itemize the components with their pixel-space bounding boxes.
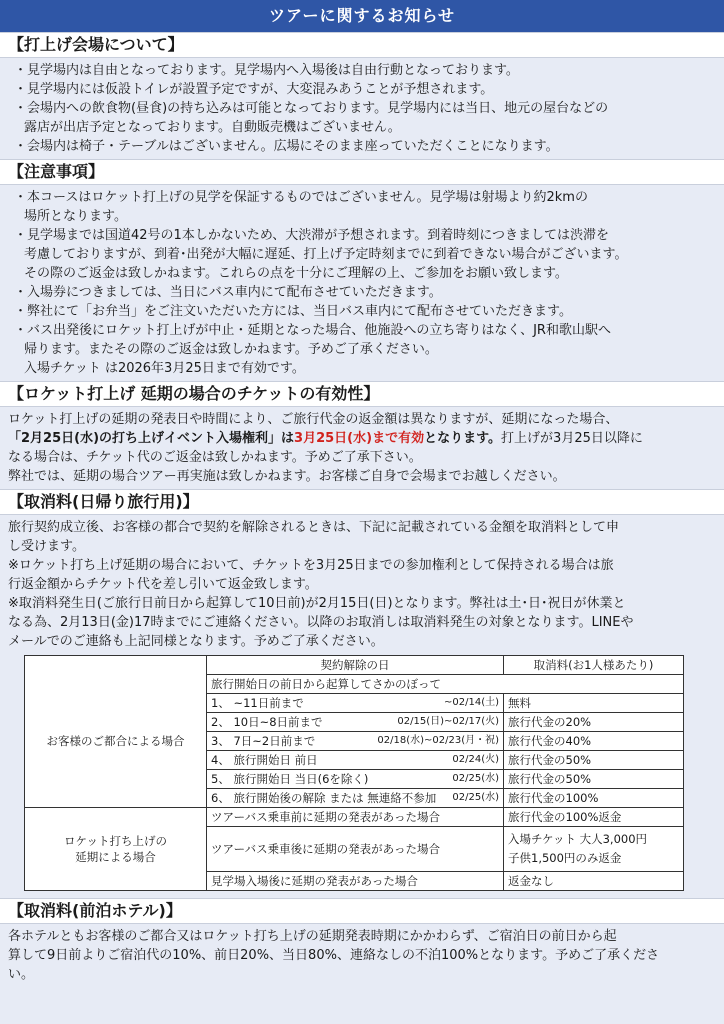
notes-line: 場所となります。 [24,209,127,224]
table-header-blank [25,656,207,675]
delay-fee [504,827,684,872]
venue-section [0,58,724,159]
table-cell-date [207,732,504,751]
notes-line: ・バス出発後にロケット打上げが中止・延期となった場合、他施設への立ち寄りはなく、JR和歌山駅へ [14,323,611,338]
cancellation-fee-table [24,655,684,891]
row-fee: 旅行代金の50% [504,770,684,789]
row-label: 5、 旅行開始日 当日(6を除く) [211,772,369,786]
row-label: 4、 旅行開始日 前日 [211,753,318,767]
ticket-bold: 「2月25日(水)の打ち上げイベント入場権利」 [8,431,282,446]
section-heading-venue: 【打上げ会場について】 [0,32,724,58]
row-date: ~02/14(土) [444,697,499,708]
ticket-line: なる場合は、チケット代のご返金は致しかねます。予めご了承下さい。 [8,450,422,465]
row-date: 02/24(火) [452,754,499,765]
notes-line: 入場チケット は2026年3月25日まで有効です。 [24,361,305,376]
category-line: 延期による場合 [75,850,156,864]
cancel-line: ※取消料発生日(ご旅行日前日から起算して10日前)が2月15日(日)となります。弊社は土･日･祝日が休業と [8,596,626,611]
hotel-line: 算して9日前よりご宿泊代の10%、前日20%、当日80%、連絡なしの不泊100%となります。予めご了承くださ [8,948,660,963]
section-heading-notes: 【注意事項】 [0,159,724,185]
venue-bullet-cont: 露店が出店予定となっております。自動販売機はございません。 [24,120,401,135]
hotel-section [0,924,724,987]
table-cell-date [207,770,504,789]
notes-line: 帰ります。またその際のご返金は致しかねます。予めご了承ください。 [24,342,438,357]
row-fee: 旅行代金の40% [504,732,684,751]
table-header-row [25,656,684,675]
table-row [25,675,684,694]
notes-line: ・弊社にて「お弁当」をご注文いただいた方には、当日バス車内にて配布させていただきます。 [14,304,572,319]
venue-bullet: ・会場内への飲食物(昼食)の持ち込みは可能となっております。見学場内には当日、地元の屋台などの [14,101,609,116]
section-heading-cancel-day: 【取消料(日帰り旅行用)】 [0,489,724,515]
cancel-line: 行返金額からチケット代を差し引いて返金致します。 [8,577,318,592]
ticket-bold: は [281,431,295,446]
row-fee: 旅行代金の50% [504,751,684,770]
hotel-line: 各ホテルともお客様のご都合又はロケット打ち上げの延期発表時期にかかわらず、ご宿泊日の前日から起 [8,929,617,944]
page-title: ツアーに関するお知らせ [0,0,724,32]
row-label: 3、 7日~2日前まで [211,734,316,748]
table-header-date: 契約解除の日 [207,656,504,675]
table-category-delay [25,808,207,891]
cancel-line: し受けます。 [8,539,85,554]
table-cell-date [207,694,504,713]
delay-fee: 旅行代金の100%返金 [504,808,684,827]
ticket-line-highlight [8,429,716,448]
ticket-line: ロケット打上げの延期の発表日や時間により、ご旅行代金の返金額は異なりますが、延期になった場合、 [8,412,619,427]
notes-section [0,185,724,381]
table-cell-date [207,789,504,808]
ticket-section [0,407,724,489]
hotel-line: い。 [8,967,35,982]
venue-bullet: ・会場内は椅子・テーブルはございません。広場にそのまま座っていただくことになります。 [14,139,559,154]
row-label: 2、 10日~8日前まで [211,715,323,729]
row-label: 6、 旅行開始後の解除 または 無連絡不参加 [211,791,437,805]
ticket-rest: 打上げが3月25日以降に [501,431,643,446]
cancel-line: メールでのご連絡も上記同様となります。予めご了承ください。 [8,634,384,649]
delay-fee-line: 子供1,500円のみ返金 [508,851,622,865]
cancel-line: なる為、2月13日(金)17時までにご連絡ください。以降のお取消しは取消料発生の対象となります。LINEや [8,615,634,630]
cancel-day-section [0,515,724,898]
table-header-fee: 取消料(お1人様あたり) [504,656,684,675]
delay-label: 見学場入場後に延期の発表があった場合 [207,872,504,891]
table-cell-date [207,751,504,770]
table-row [25,808,684,827]
notes-line: ・見学場までは国道42号の1本しかないため、大渋滞が予想されます。到着時刻につきましては渋滞を [14,228,609,243]
table-category-own: お客様のご都合による場合 [25,675,207,808]
section-heading-hotel: 【取消料(前泊ホテル)】 [0,898,724,924]
cancel-line: ※ロケット打ち上げ延期の場合において、チケットを3月25日までの参加権利として保持される場合は旅 [8,558,614,573]
ticket-bold: となります。 [424,431,502,446]
notes-line: ・入場券につきましては、当日にバス車内にて配布させていただきます。 [14,285,442,300]
notes-line: ・本コースはロケット打上げの見学を保証するものではございません。見学場は射場より約2kmの [14,190,588,205]
venue-bullet: ・見学場内には仮設トイレが設置予定ですが、大変混みあうことが予想されます。 [14,82,494,97]
notes-line: その際のご返金は致しかねます。これらの点を十分にご理解の上、ご参加をお願い致します。 [24,266,568,281]
category-line: ロケット打ち上げの [64,834,167,848]
row-date: 02/15(日)~02/17(火) [397,716,499,727]
cancel-line: 旅行契約成立後、お客様の都合で契約を解除されるときは、下記に記載されている金額を取消料として申 [8,520,620,535]
venue-bullet: ・見学場内は自由となっております。見学場内へ入場後は自由行動となっております。 [14,63,519,78]
row-fee: 旅行代金の20% [504,713,684,732]
row-fee: 無料 [504,694,684,713]
ticket-red: 3月25日(水)まで有効 [294,431,425,446]
notes-line: 考慮しておりますが、到着･出発が大幅に遅延、打上げ予定時刻までに到着できない場合がございます。 [24,247,628,262]
table-intro: 旅行開始日の前日から起算してさかのぼって [207,675,684,694]
ticket-line: 弊社では、延期の場合ツアー再実施は致しかねます。お客様ご自身で会場までお越しください。 [8,469,566,484]
row-fee: 旅行代金の100% [504,789,684,808]
delay-fee-line: 入場チケット 大人3,000円 [508,832,648,846]
section-heading-ticket: 【ロケット打上げ 延期の場合のチケットの有効性】 [0,381,724,407]
delay-label: ツアーバス乗車前に延期の発表があった場合 [207,808,504,827]
delay-fee: 返金なし [504,872,684,891]
row-date: 02/25(水) [452,792,499,803]
row-label: 1、 ~11日前まで [211,696,304,710]
table-cell-date [207,713,504,732]
row-date: 02/18(水)~02/23(月・祝) [377,735,499,746]
delay-label: ツアーバス乗車後に延期の発表があった場合 [207,827,504,872]
row-date: 02/25(水) [452,773,499,784]
